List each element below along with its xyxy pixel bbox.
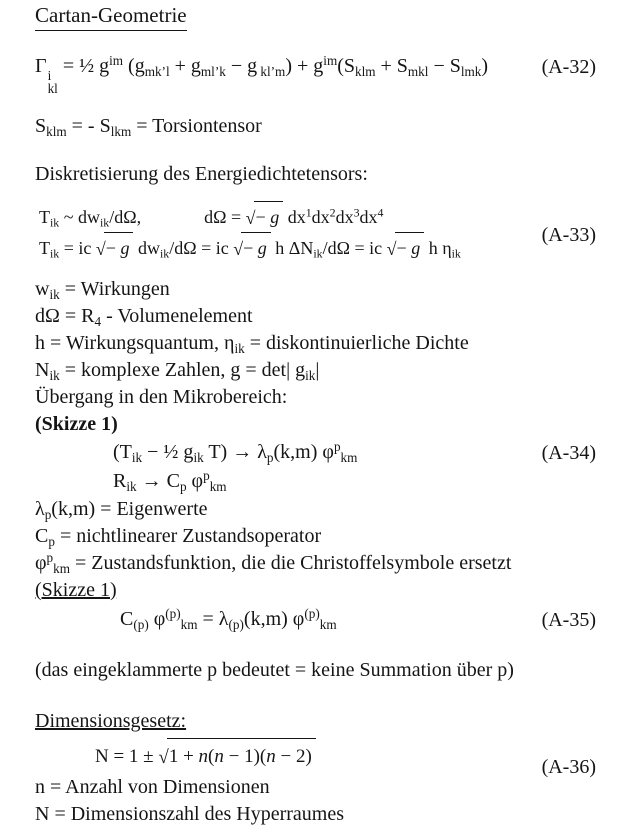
equation-a33-block bbox=[35, 201, 596, 263]
equation-a34-line2: $R_{ik} \to C_p$ $\varphi^p_{km}$ bbox=[113, 467, 227, 494]
definition-domega-text: $d\Omega = R_4$ - Volumenelement bbox=[35, 304, 253, 329]
definition-cp-text: $C_p$ = nichtlinearer Zustandsoperator bbox=[35, 524, 322, 549]
definition-n-large-text: N = Dimensionszahl des Hyperraumes bbox=[35, 802, 344, 825]
equation-a33-line2-row bbox=[39, 232, 596, 263]
definition-h-eta-text: h = Wirkungsquantum, $\eta_{ik}$ = diskontinuierliche Dichte bbox=[35, 331, 469, 356]
equation-a33-line1-row bbox=[39, 201, 596, 232]
definition-wik bbox=[35, 276, 596, 303]
equation-a36: N = 1 ± √1 + n(n − 1)(n − 2) bbox=[95, 746, 316, 767]
definition-phi-text: $\varphi^p_{km}$ = Zustandsfunktion, die die Christoffelsymbole ersetzt bbox=[35, 549, 512, 576]
skizze1-bold bbox=[35, 411, 596, 438]
uebergang-mikrobereich-text: Übergang in den Mikrobereich: bbox=[35, 385, 288, 408]
definition-cp bbox=[35, 523, 596, 550]
equation-a35: $C_{(p)}$ $\varphi^{(p)}_{km} = \lambda_{(p)}(k,m)$ $\varphi^{(p)}_{km}$ bbox=[120, 605, 337, 632]
definition-lambda-text: $\lambda_p(k,m)$ = Eigenwerte bbox=[35, 497, 208, 522]
definition-domega bbox=[35, 303, 596, 330]
definition-nik-g-text: $N_{ik}$ = komplexe Zahlen, g = det| $g_{ik}|$ bbox=[35, 358, 320, 383]
definitions-block-3 bbox=[35, 774, 596, 828]
equation-a33-line2: $T_{ik}$ = ic √− g $dw_{ik}/d\Omega$ = ic √− g h $\Delta N_{ik}/d\Omega$ = ic √− g h $\eta_{ik}$ bbox=[39, 238, 461, 258]
dimensionsgesetz-heading-text: Dimensionsgesetz: bbox=[35, 709, 187, 732]
equation-a33-line1: $T_{ik}$ ~ $dw_{ik}/d\Omega$, dΩ = √− g $dx^1dx^2dx^3dx^4$ bbox=[39, 207, 383, 227]
equation-a34-line1: ($T_{ik}$ − ½ $g_{ik}$ $T) \to \lambda_p(k,m)$ $\varphi^p_{km}$ bbox=[113, 438, 358, 465]
definition-lambda bbox=[35, 496, 596, 523]
section-heading-dimensionsgesetz bbox=[35, 708, 596, 735]
doc-title-row bbox=[35, 2, 596, 31]
definition-phi bbox=[35, 550, 596, 577]
definition-n-large bbox=[35, 801, 596, 828]
equation-a34-row bbox=[35, 438, 596, 467]
doc-title: Cartan-Geometrie bbox=[35, 2, 187, 31]
torsion-tensor-definition bbox=[35, 113, 596, 140]
definitions-block-1 bbox=[35, 276, 596, 635]
section-heading-diskretisierung bbox=[35, 161, 596, 188]
definition-n-small-text: n = Anzahl von Dimensionen bbox=[35, 775, 270, 798]
definition-nik-g bbox=[35, 357, 596, 384]
equation-a32-row bbox=[35, 51, 596, 96]
equation-a34-line2-row bbox=[35, 467, 596, 496]
torsion-tensor-text: $S_{klm}$ = - $S_{lkm}$ = Torsiontensor bbox=[35, 114, 262, 139]
equation-a32: Γ i kl = ½ $g^{im}$ ($g_{mk’l} + g_{ml’k} - g$ $_{kl’m}) + g^{im}(S_{klm} + S_{mkl} - S_{lmk})$ bbox=[35, 52, 489, 97]
uebergang-mikrobereich bbox=[35, 384, 596, 411]
parenthetical-note-text: (das eingeklammerte p bedeutet = keine Summation über p) bbox=[35, 658, 514, 681]
skizze1-bold-text: (Skizze 1) bbox=[35, 412, 118, 435]
skizze1-underlined-text: (Skizze 1) bbox=[35, 578, 117, 601]
equation-a33-label: (A-33) bbox=[541, 223, 596, 246]
skizze1-underlined bbox=[35, 577, 596, 604]
equation-a36-label: (A-36) bbox=[541, 755, 596, 778]
equation-a35-row bbox=[35, 604, 596, 635]
equation-a32-label: (A-32) bbox=[541, 56, 596, 78]
definition-n-small bbox=[35, 774, 596, 801]
parenthetical-note bbox=[35, 657, 596, 684]
diskretisierung-heading-text: Diskretisierung des Energiedichtetensors: bbox=[35, 162, 368, 185]
definition-wik-text: $w_{ik}$ = Wirkungen bbox=[35, 277, 170, 302]
definition-h-eta bbox=[35, 330, 596, 357]
equation-a35-label: (A-35) bbox=[541, 608, 596, 631]
equation-a36-row bbox=[35, 738, 596, 778]
equation-a34-label: (A-34) bbox=[541, 441, 596, 464]
